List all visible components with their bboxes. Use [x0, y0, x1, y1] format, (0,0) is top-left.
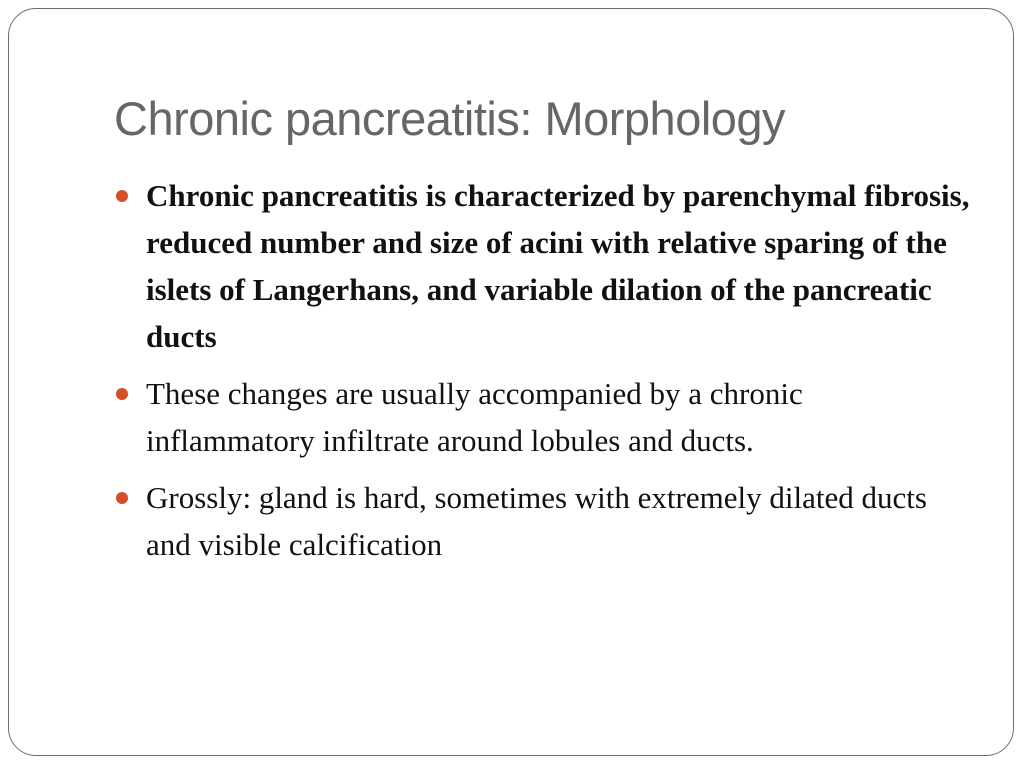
slide — [8, 8, 1014, 756]
bullet-list — [116, 172, 976, 578]
bullet-item-3 — [116, 474, 976, 568]
bullet-text-3: Grossly: gland is hard, sometimes with extremely dilated ducts and visible calcification — [146, 480, 927, 562]
bullet-dot-icon — [116, 492, 128, 504]
bullet-dot-icon — [116, 388, 128, 400]
bullet-item-1 — [116, 172, 976, 360]
bullet-text-2: These changes are usually accompanied by a chronic inflammatory infiltrate around lobules and ducts. — [146, 376, 803, 458]
bullet-text-1: Chronic pancreatitis is characterized by parenchymal fibrosis, reduced number and size of acini with relative sparing of the islets of Langerhans, and variable dilation of the pancreatic ducts — [146, 178, 970, 354]
slide-title: Chronic pancreatitis: Morphology — [114, 92, 786, 145]
bullet-dot-icon — [116, 190, 128, 202]
bullet-item-2 — [116, 370, 976, 464]
